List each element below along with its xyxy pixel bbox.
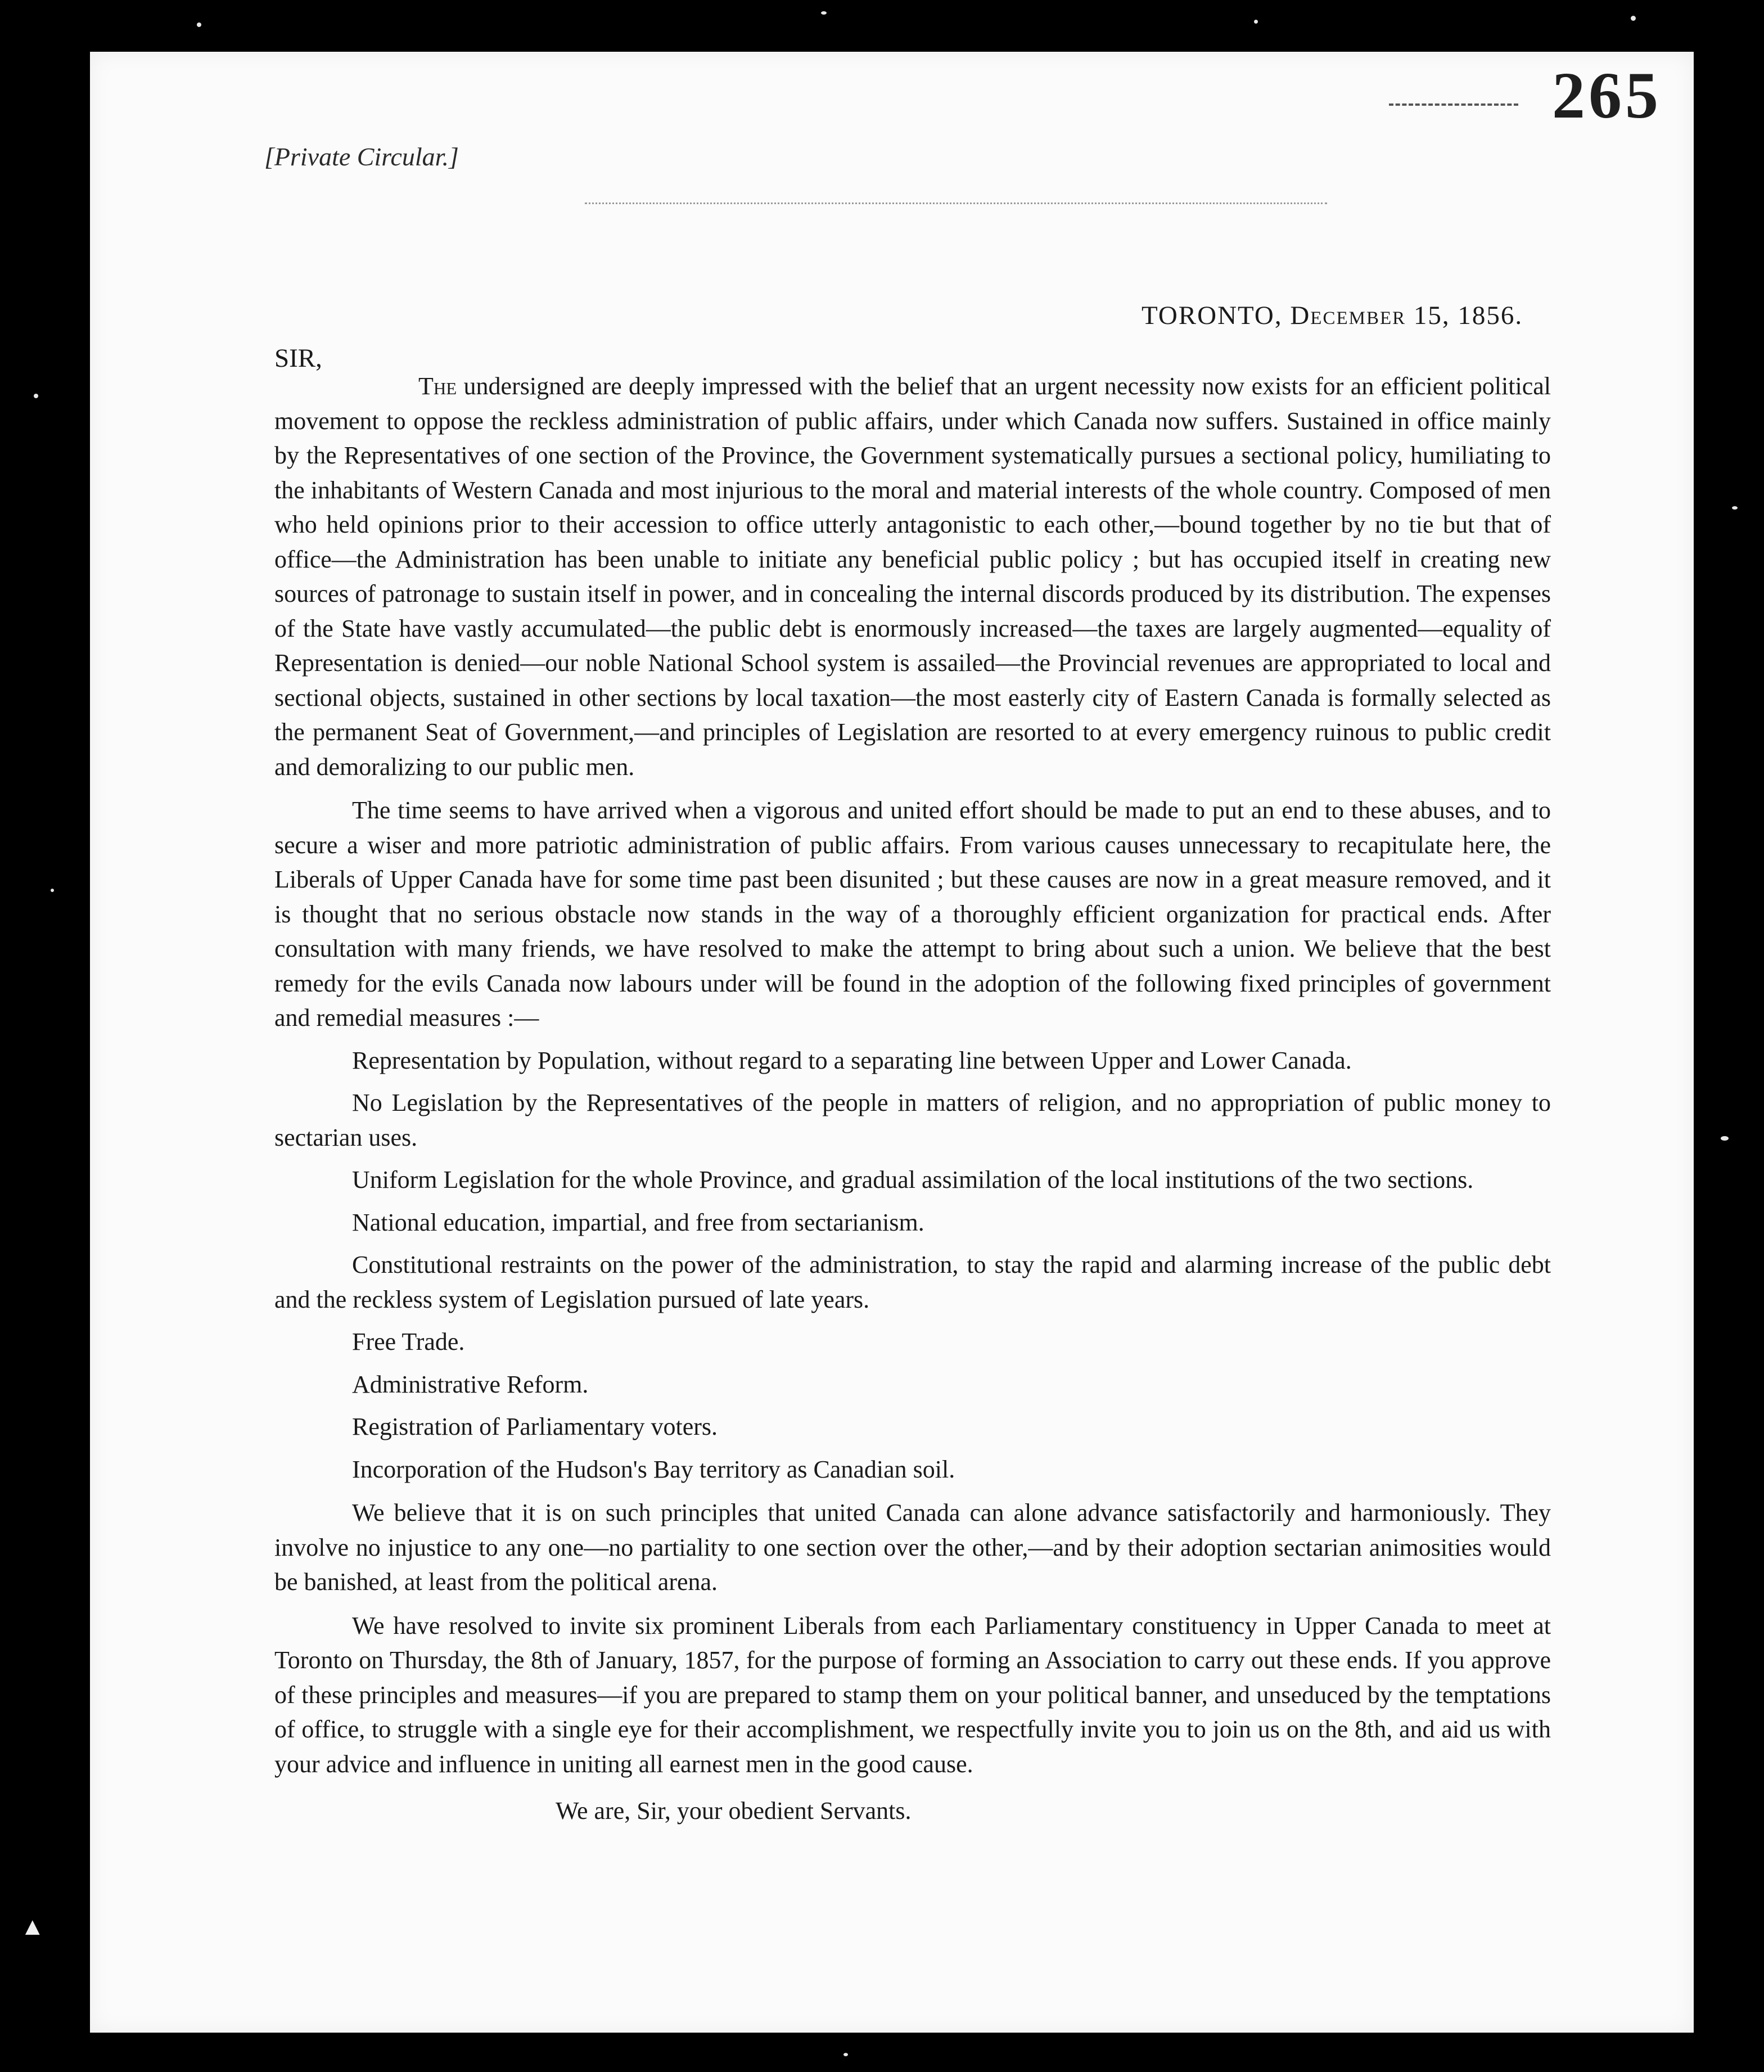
salutation: SIR, xyxy=(274,344,322,373)
principle-item: No Legislation by the Representatives of the people in matters of religion, and no appropriation of public money to sectarian uses. xyxy=(274,1089,1551,1151)
principle-item: Registration of Parliamentary voters. xyxy=(352,1413,718,1440)
scan-speck xyxy=(843,2053,848,2056)
principle-item: Incorporation of the Hudson's Bay territory as Canadian soil. xyxy=(352,1455,955,1483)
paragraph-4: We have resolved to invite six prominent Liberals from each Parliamentary constituency in Upper Canada to meet at Toronto on Thursday, the 8th of January, 1857, for the purpose of forming an Association to carry out these ends. If you approve of these principles and measures—if you are prepared to stamp them on your political banner, and unseduced by the temptations of office, to struggle with a single eye for their accomplishment, we respectfully invite you to join us on the 8th, and aid us with your advice and influence in uniting all earnest men in the good cause. xyxy=(274,1611,1551,1778)
letter-body xyxy=(274,369,1551,1828)
intro-paragraph xyxy=(274,369,1551,784)
scan-speck xyxy=(1732,506,1738,510)
principle-item: National education, impartial, and free from sectarianism. xyxy=(352,1208,924,1236)
page-number: 265 xyxy=(1552,58,1662,132)
scan-speck xyxy=(821,11,827,15)
closing-line: We are, Sir, your obedient Servants. xyxy=(556,1797,912,1825)
intro-text: undersigned are deeply impressed with the belief that an urgent necessity now exists for an efficient political movement to oppose the reckless administration of public affairs, under which Canada now suffers. Sustained in office mainly by the Representatives of one section of the Province, the Government systematically pursues a sectional policy, humiliating to the inhabitants of Western Canada and most injurious to the moral and material interests of the whole country. Composed of men who held opinions prior to their accession to office utterly antagonistic to each other,—bound together by no tie but that of office—the Administration has been unable to initiate any beneficial public policy ; but has occupied itself in creating new sources of patronage to sustain itself in power, and in concealing the internal discords produced by its distribution. The expenses of the State have vastly accumulated—the public debt is enormously increased—the taxes are largely augmented—equality of Representation is denied—our noble National School system is assailed—the Provincial revenues are appropriated to local and sectional objects, sustained in other sections by local taxation—the most easterly city of Eastern Canada is formally selected as the permanent Seat of Government,—and principles of Legislation are resorted to at every emergency ruinous to public credit and demoralizing to our public men. xyxy=(274,372,1551,781)
scan-speck xyxy=(1254,20,1258,24)
dateline xyxy=(1142,300,1523,331)
scan-speck xyxy=(197,22,201,27)
paragraph-2: The time seems to have arrived when a vigorous and united effort should be made to put an end to these abuses, and to secure a wiser and more patriotic administration of public affairs. From various causes unnecessary to recapitulate here, the Liberals of Upper Canada have for some time past been disunited ; but these causes are now in a great measure removed, and it is thought that no serious obstacle now stands in the way of a thoroughly efficient organization for practical ends. After consultation with many friends, we have resolved to make the attempt to bring about such a union. We believe that the best remedy for the evils Canada now labours under will be found in the adoption of the following fixed principles of government and remedial measures :— xyxy=(274,796,1551,1032)
dateline-place: TORONTO, xyxy=(1142,301,1283,330)
principle-item: Free Trade. xyxy=(352,1328,465,1355)
scan-speck xyxy=(1721,1136,1729,1141)
principle-item: Uniform Legislation for the whole Province, and gradual assimilation of the local institutions of the two sections. xyxy=(352,1166,1474,1193)
scan-speck xyxy=(34,394,38,398)
principle-item: Representation by Population, without regard to a separating line between Upper and Lower Canada. xyxy=(352,1046,1352,1074)
principle-item: Constitutional restraints on the power of the administration, to stay the rapid and alarming increase of the public debt and the reckless system of Legislation pursued of late years. xyxy=(274,1251,1551,1313)
scan-speck xyxy=(1631,16,1636,21)
folio-dash xyxy=(1389,103,1518,106)
scan-thumb-mark: ▲ xyxy=(20,1913,45,1940)
dateline-day-year: 15, 1856. xyxy=(1413,301,1523,330)
private-circular-heading: [Private Circular.] xyxy=(264,142,459,171)
scan-speck xyxy=(51,889,54,892)
paragraph-3: We believe that it is on such principles that united Canada can alone advance satisfactorily and harmoniously. They involve no injustice to any one—no partiality to one section over the other,—and by their adoption sectarian animosities would be banished, at least from the political arena. xyxy=(274,1499,1551,1596)
dateline-month: December xyxy=(1290,301,1406,330)
principle-item: Administrative Reform. xyxy=(352,1370,589,1398)
intro-lead-word: The xyxy=(418,372,457,400)
header-rule xyxy=(585,202,1327,204)
